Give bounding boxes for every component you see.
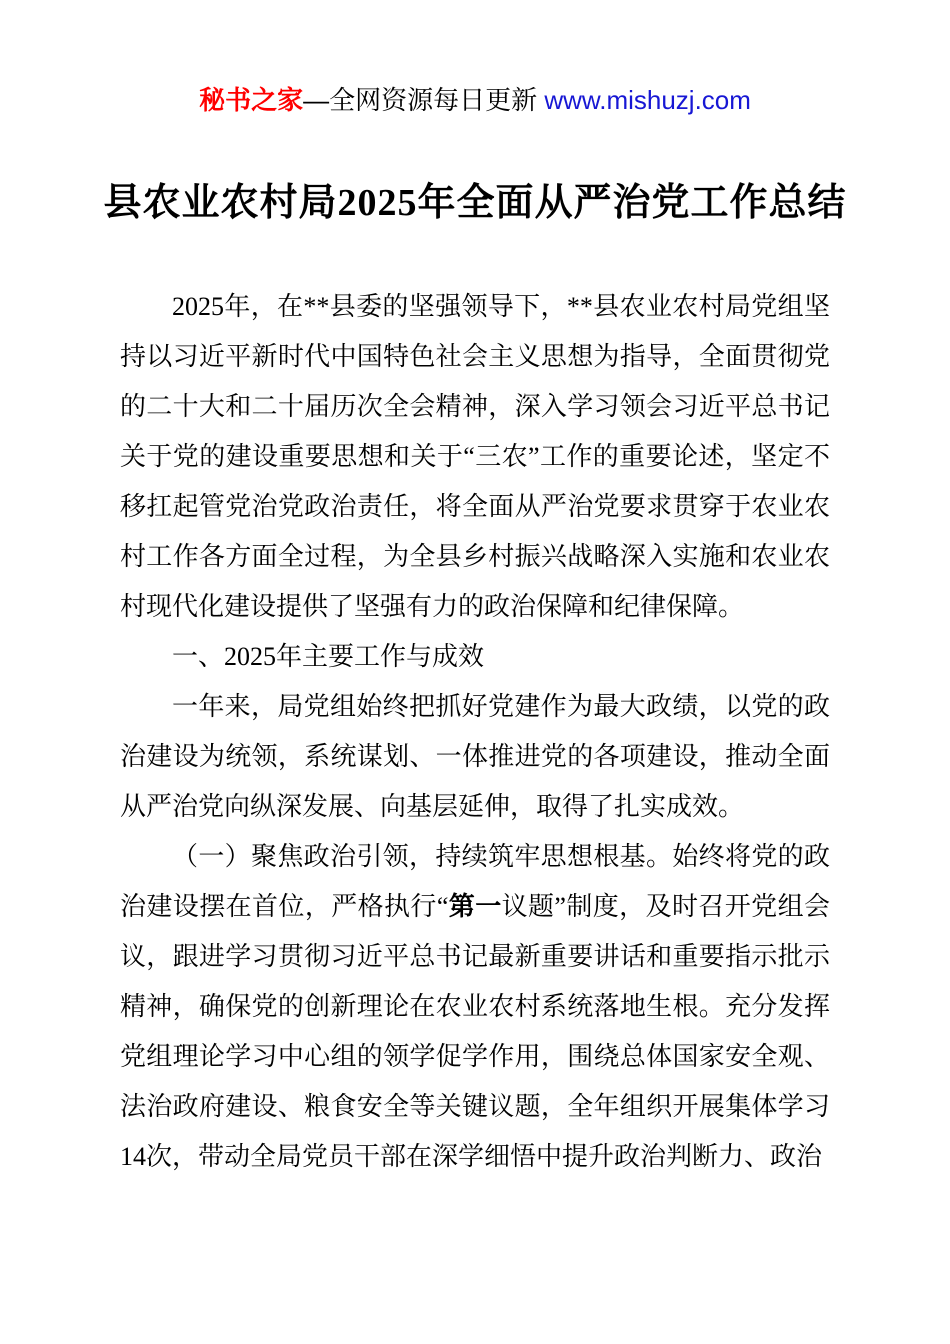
paragraph-section-1-1 <box>120 832 830 1182</box>
site-header <box>0 0 950 116</box>
section-heading-1: 一、2025年主要工作与成效 <box>172 642 485 671</box>
document-body <box>120 282 830 1182</box>
paragraph-overview: 一年来，局党组始终把抓好党建作为最大政绩，以党的政治建设为统领，系统谋划、一体推进党的各项建设，推动全面从严治党向纵深发展、向基层延伸，取得了扎实成效。 <box>120 692 830 821</box>
paragraph-segment-before-bold: （一）聚焦政治引领，持续筑牢思想根基。始终将党的政治建设摆在首位，严格执行“ <box>120 842 830 921</box>
document-title: 县农业农村局2025年全面从严治党工作总结 <box>103 182 847 224</box>
paragraph-segment-bold: 第一 <box>448 892 502 921</box>
site-url-link[interactable]: www.mishuzj.com <box>544 85 751 115</box>
site-tagline: —全网资源每日更新 <box>303 85 545 115</box>
paragraph-intro: 2025年，在**县委的坚强领导下，**县农业农村局党组坚持以习近平新时代中国特色社会主义思想为指导，全面贯彻党的二十大和二十届历次全会精神，深入学习领会习近平总书记关于党的建设重要思想和关于“三农”工作的重要论述，坚定不移扛起管党治党政治责任，将全面从严治党要求贯穿于农业农村工作各方面全过程，为全县乡村振兴战略深入实施和农业农村现代化建设提供了坚强有力的政治保障和纪律保障。 <box>120 292 830 621</box>
site-brand: 秘书之家 <box>199 85 304 115</box>
paragraph-segment-after-bold: 议题”制度，及时召开党组会议，跟进学习贯彻习近平总书记最新重要讲话和重要指示批示精神，确保党的创新理论在农业农村系统落地生根。充分发挥党组理论学习中心组的领学促学作用，围绕总体国家安全观、法治政府建设、粮食安全等关键议题，全年组织开展集体学习14次，带动全局党员干部在深学细悟中提升政治判断力、政治 <box>120 892 830 1171</box>
